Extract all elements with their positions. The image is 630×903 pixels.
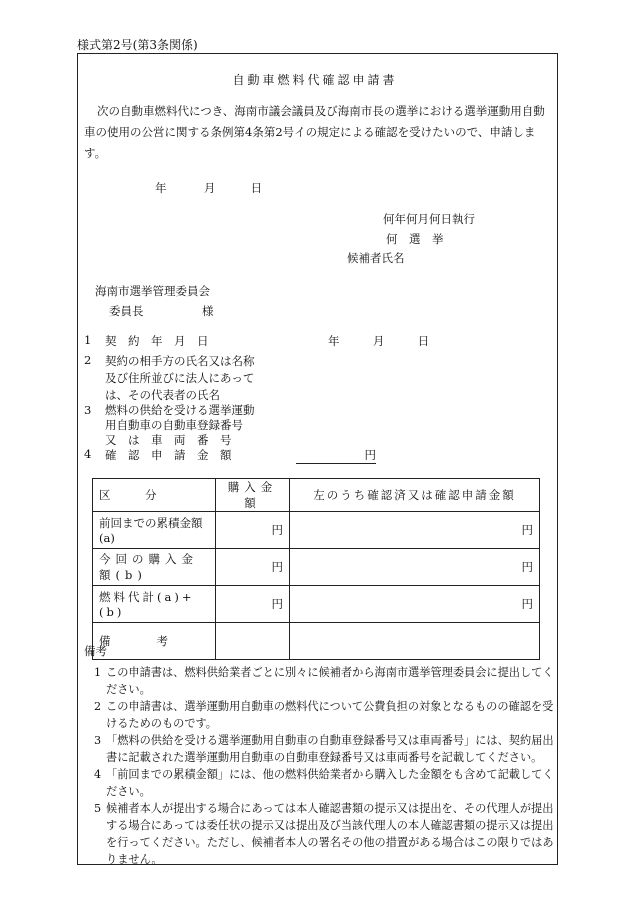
notes-list <box>84 664 554 868</box>
election-date: 何年何月何日執行 <box>383 212 475 226</box>
table-row <box>93 586 540 623</box>
item-1-label: 契 約 年 月 日 <box>105 334 209 348</box>
header-category: 区 分 <box>93 479 216 512</box>
item-4-amount-field[interactable] <box>296 447 376 464</box>
item-4-unit: 円 <box>364 448 376 462</box>
addressee-org: 海南市選挙管理委員会 <box>95 284 210 298</box>
item-3-number: 3 <box>84 403 92 417</box>
note-item: 4 「前回までの累積金額」には、他の燃料供給業者から購入した金額をも含めて記載してください。 <box>94 768 554 798</box>
item-2-number: 2 <box>84 353 92 367</box>
candidate-name-label: 候補者氏名 <box>347 251 405 265</box>
table-row <box>93 512 540 549</box>
addressee-honorific: 様 <box>202 304 214 318</box>
item-4-label: 確 認 申 請 金 額 <box>105 448 232 462</box>
note-item: 5 候補者本人が提出する場合にあっては本人確認書類の提示又は提出を、その代理人が提出する場合にあっては委任状の提示又は提出及び当該代理人の本人確認書類の提示又は提出を行ってください。ただし、候補者本人の署名その他の措置がある場合はこの限りではありません。 <box>94 802 554 866</box>
item-3-label <box>105 403 263 448</box>
item-2-line: 契約の相手方の氏名又は名称 <box>105 354 255 368</box>
purchase-amount-cell[interactable]: 円 <box>216 586 290 623</box>
header-confirmed-amount: 左のうち確認済又は確認申請金額 <box>290 479 540 512</box>
document-title: 自動車燃料代確認申請書 <box>232 73 398 87</box>
item-4-number: 4 <box>84 447 92 461</box>
remarks-cell[interactable] <box>290 623 540 660</box>
fuel-cost-table <box>92 478 540 660</box>
item-3-line: 又 は 車 両 番 号 <box>105 433 232 447</box>
form-label: 様式第2号(第3条関係) <box>77 38 198 52</box>
election-name: 何 選 挙 <box>386 232 444 246</box>
note-item: 2 この申請書は、選挙運動用自動車の燃料代について公費負担の対象となるものの確認を受けるためのものです。 <box>94 700 554 730</box>
purchase-amount-cell[interactable]: 円 <box>216 549 290 586</box>
intro-paragraph: 次の自動車燃料代につき、海南市議会議員及び海南市長の選挙における選挙運動用自動車の使用の公営に関する条例第4条第2号イの規定による確認を受けたいので、申請します。 <box>84 104 545 160</box>
item-1-day: 日 <box>417 334 430 348</box>
confirmed-amount-cell[interactable]: 円 <box>290 512 540 549</box>
row-label: 今回の購入金額(b) <box>93 549 216 586</box>
date-month: 月 <box>203 181 216 195</box>
confirmed-amount-cell[interactable]: 円 <box>290 549 540 586</box>
remarks-cell[interactable] <box>216 623 290 660</box>
item-1-number: 1 <box>84 333 92 347</box>
row-label: 前回までの累積金額(a) <box>93 512 216 549</box>
note-item: 1 この申請書は、燃料供給業者ごとに別々に候補者から海南市選挙管理委員会に提出してください。 <box>94 666 554 696</box>
addressee-chair: 委員長 <box>109 304 144 318</box>
note-item: 3 「燃料の供給を受ける選挙運動用自動車の自動車登録番号又は車両番号」には、契約届出書に記載された選挙運動用自動車の自動車登録番号又は車両番号を記載してください。 <box>94 734 554 764</box>
row-label: 燃料代計(a)+(b) <box>93 586 216 623</box>
item-3-line: 燃料の供給を受ける選挙運動 <box>105 403 255 417</box>
date-day: 日 <box>250 181 263 195</box>
application-date <box>155 180 262 196</box>
item-2-label <box>105 353 263 404</box>
purchase-amount-cell[interactable]: 円 <box>216 512 290 549</box>
table-row <box>93 623 540 660</box>
item-1-month: 月 <box>372 334 385 348</box>
row-label: 備 考 <box>93 623 216 660</box>
table-header-row <box>93 479 540 512</box>
table-row <box>93 549 540 586</box>
item-2-line: 及び住所並びに法人にあって <box>105 371 255 385</box>
item-1-year: 年 <box>328 334 340 348</box>
notes-heading: 備考 <box>84 644 107 658</box>
item-3-line: 用自動車の自動車登録番号 <box>105 418 243 432</box>
date-year: 年 <box>155 181 167 195</box>
item-2-line: は、その代表者の氏名 <box>105 388 220 402</box>
header-purchase-amount: 購入金額 <box>216 479 290 512</box>
item-1-date <box>328 333 429 349</box>
confirmed-amount-cell[interactable]: 円 <box>290 586 540 623</box>
